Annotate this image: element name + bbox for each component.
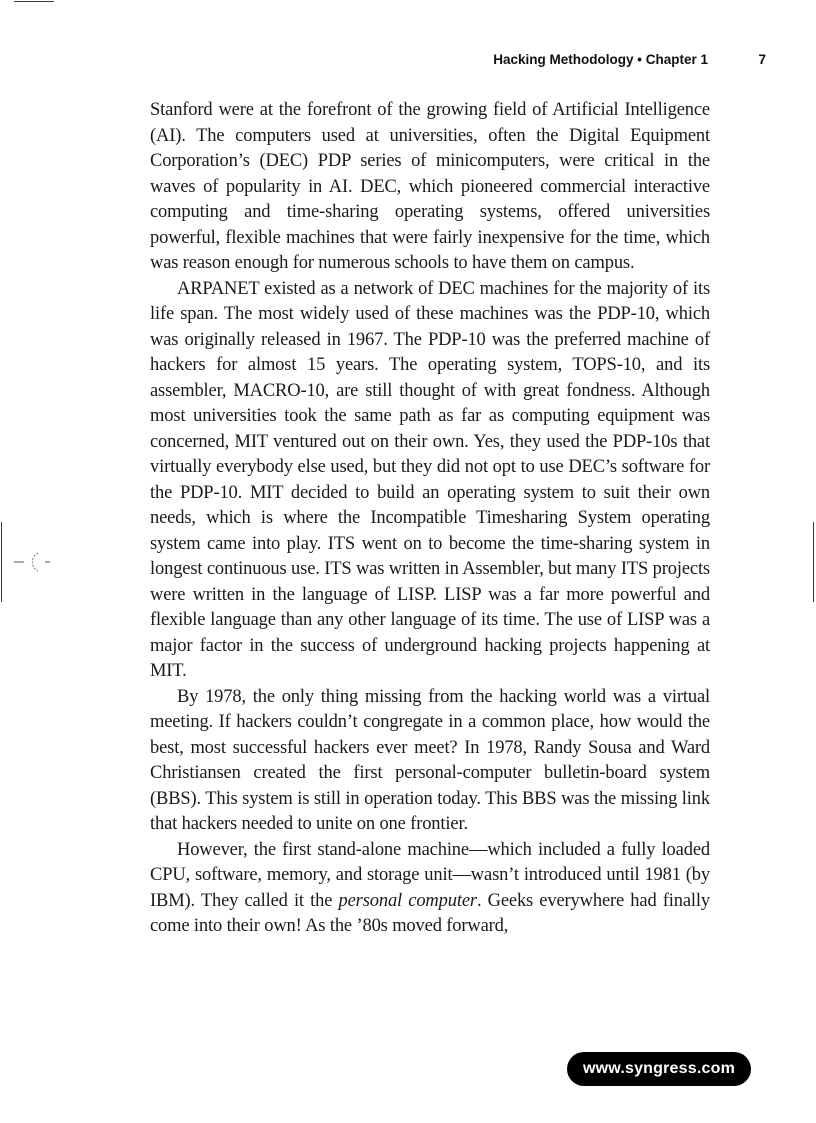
page-number: 7: [758, 52, 766, 67]
running-head: Hacking Methodology • Chapter 1: [493, 52, 708, 67]
paragraph-3: By 1978, the only thing missing from the hacking world was a virtual meeting. If hackers couldn’t congregate in a common place, how would the best, most successful hackers ever meet? In 1978, Randy Sousa and Ward Christiansen created the first personal-computer bulletin-board system (BBS). This system is still in operation today. This BBS was the missing link that hackers needed to unite on one frontier.: [150, 686, 710, 834]
paragraph-2: ARPANET existed as a network of DEC machines for the majority of its life span. The most widely used of these machines was the PDP-10, which was originally released in 1967. The PDP-10 was the preferred machine of hackers for almost 15 years. The operating system, TOPS-10, and its assembler, MACRO-10, are still thought of with great fondness. Although most universities took the same path as far as computing equipment was concerned, MIT ventured out on their own. Yes, they used the PDP-10s that virtually everybody else used, but they did not opt to use DEC’s software for the PDP-10. MIT decided to build an operating system to suit their own needs, which is where the Incompatible Timesharing System operating system came into play. ITS went on to become the time-sharing system in longest continuous use. ITS was written in Assembler, but many ITS projects were written in the language of LISP. LISP was a far more powerful and flexible language than any other language of its time. The use of LISP was a major factor in the success of underground hacking projects happening at MIT.: [150, 278, 710, 681]
paragraph-1: Stanford were at the forefront of the growing field of Artificial Intelligence (AI). The computers used at universities, often the Digital Equipment Corporation’s (DEC) PDP series of minicomputers, were critical in the waves of popularity in AI. DEC, which pioneered commercial interactive computing and time-sharing operating systems, offered universities powerful, flexible machines that were fairly inexpensive for the time, which was reason enough for numerous schools to have them on campus.: [150, 100, 710, 273]
crop-mark-left: [1, 522, 2, 602]
crop-mark-right: [813, 522, 814, 602]
italic-term: personal computer: [338, 890, 477, 911]
registration-mark-icon: [14, 549, 54, 575]
page-header: [400, 50, 766, 70]
footer-url-badge: [567, 1052, 751, 1086]
crop-mark-top: [14, 1, 54, 2]
footer-url: www.syngress.com: [583, 1060, 735, 1077]
paragraph-4: [150, 838, 710, 940]
paragraph-4-text-end: . Geeks everywhere had finally come into their own! As the ’80s moved forward,: [150, 890, 710, 936]
body-text: [150, 98, 710, 940]
paragraph-4-text-start: However, the first stand-alone machine—which included a fully loaded CPU, software, memory, and storage unit—wasn’t introduced until 1981 (by IBM). They called it the: [150, 839, 710, 911]
